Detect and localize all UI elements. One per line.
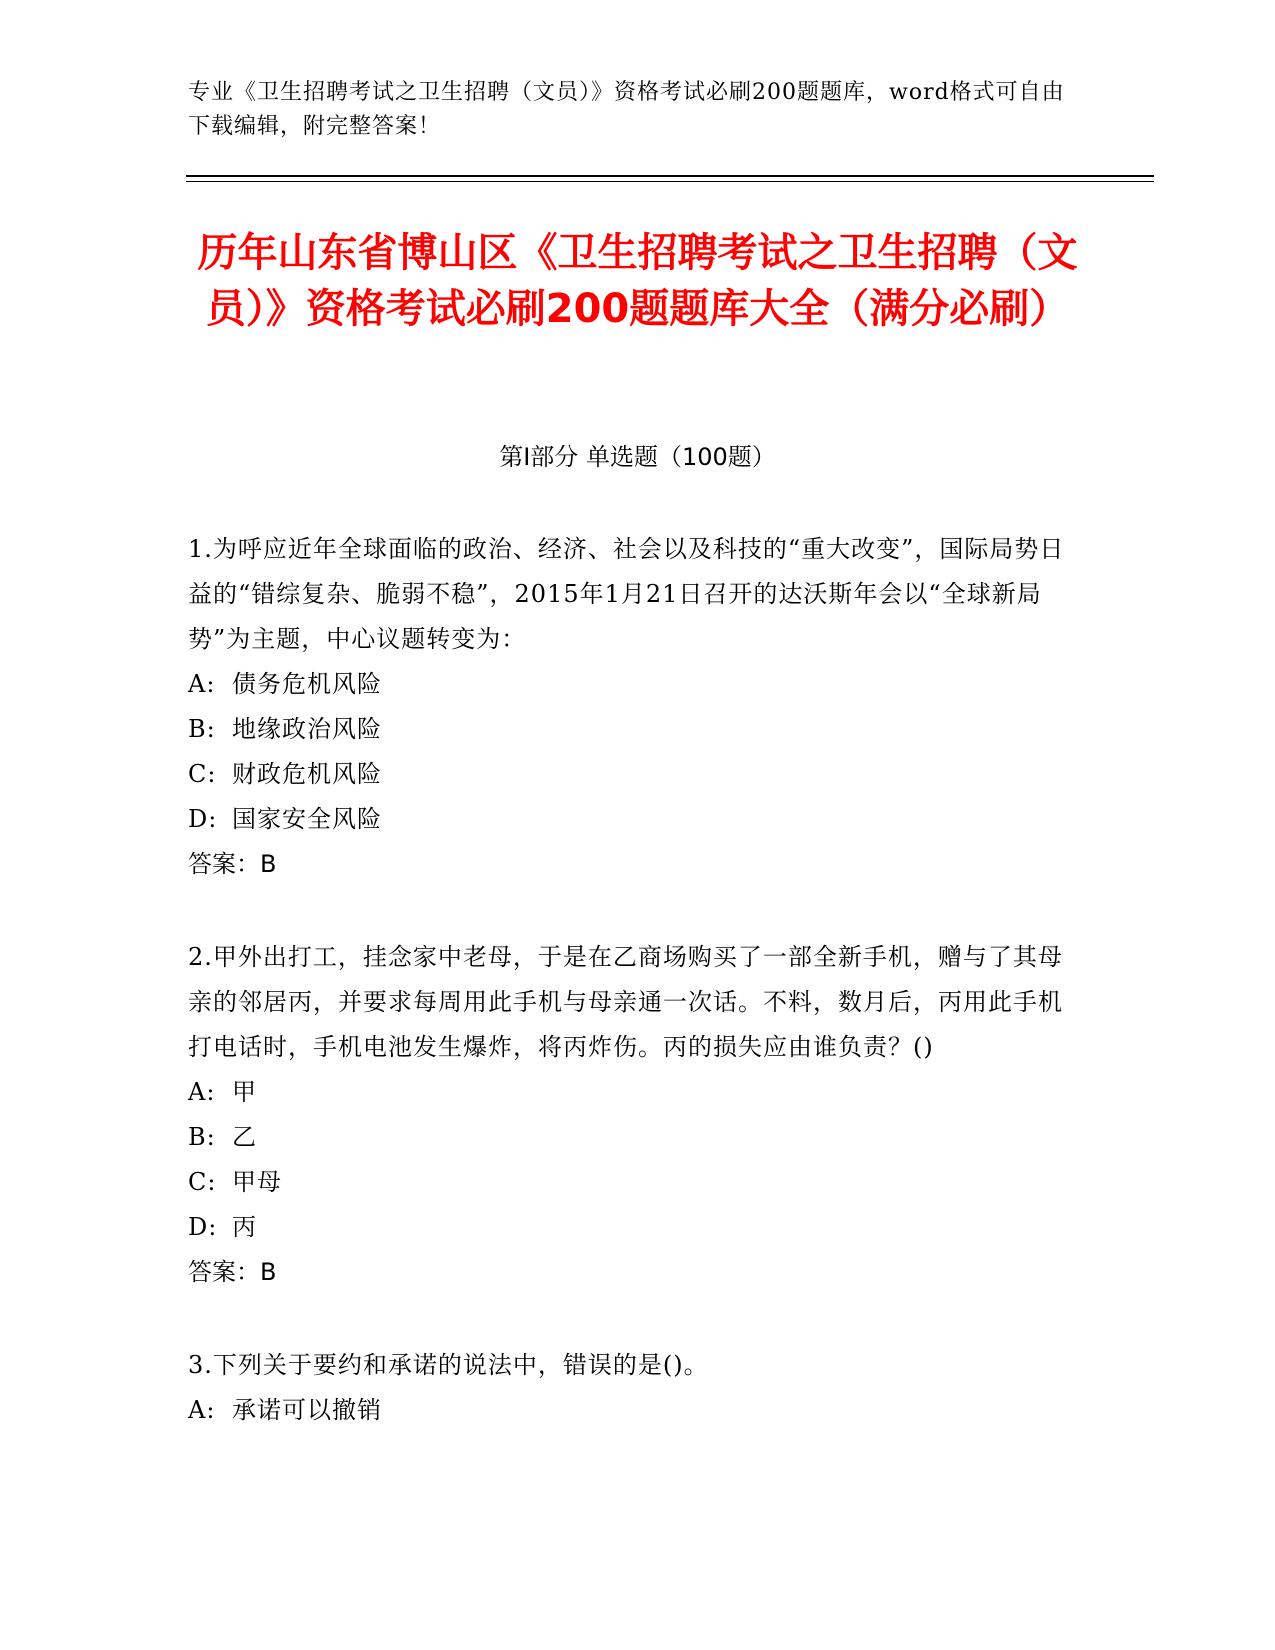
option-a — [188, 662, 1078, 707]
option-text: 财政危机风险 — [232, 760, 382, 788]
option-text: 甲母 — [232, 1168, 282, 1196]
option-c — [188, 752, 1078, 797]
question-3 — [188, 1343, 1078, 1433]
question-list — [188, 527, 1078, 1481]
option-text: 乙 — [232, 1123, 257, 1151]
option-b — [188, 707, 1078, 752]
answer: 答案：B — [188, 850, 277, 878]
option-letter: C: — [188, 760, 217, 788]
option-letter: D: — [188, 805, 218, 833]
answer: 答案：B — [188, 1258, 277, 1286]
question-stem: 3.下列关于要约和承诺的说法中，错误的是()。 — [188, 1351, 709, 1379]
option-a — [188, 1070, 1078, 1115]
option-text: 债务危机风险 — [232, 670, 382, 698]
option-letter: C: — [188, 1168, 217, 1196]
option-letter: B: — [188, 715, 216, 743]
question-1 — [188, 527, 1078, 887]
option-b — [188, 1115, 1078, 1160]
question-stem: 1.为呼应近年全球面临的政治、经济、社会以及科技的“重大改变”，国际局势日益的“错综复杂、脆弱不稳”，2015年1月21日召开的达沃斯年会以“全球新局势”为主题，中心议题转变为： — [188, 535, 1065, 653]
option-letter: A: — [188, 1078, 216, 1106]
question-2 — [188, 935, 1078, 1295]
option-text: 甲 — [232, 1078, 257, 1106]
section-title: 第Ⅰ部分 单选题（100题） — [499, 443, 776, 471]
option-text: 承诺可以撤销 — [232, 1396, 382, 1424]
option-letter: B: — [188, 1123, 216, 1151]
option-letter: A: — [188, 1396, 216, 1424]
option-text: 国家安全风险 — [232, 805, 382, 833]
option-d — [188, 1205, 1078, 1250]
option-a — [188, 1388, 1078, 1433]
option-text: 丙 — [232, 1213, 257, 1241]
document-title: 历年山东省博山区《卫生招聘考试之卫生招聘（文员）》资格考试必刷200题题库大全（满分必刷） — [197, 230, 1078, 332]
option-d — [188, 797, 1078, 842]
option-c — [188, 1160, 1078, 1205]
header-divider-thin — [186, 181, 1154, 182]
question-stem: 2.甲外出打工，挂念家中老母，于是在乙商场购买了一部全新手机，赠与了其母亲的邻居丙，并要求每周用此手机与母亲通一次话。不料，数月后，丙用此手机打电话时，手机电池发生爆炸，将丙炸伤。丙的损失应由谁负责？() — [188, 943, 1063, 1061]
header-divider-thick — [186, 175, 1154, 177]
option-text: 地缘政治风险 — [232, 715, 382, 743]
option-letter: A: — [188, 670, 216, 698]
option-letter: D: — [188, 1213, 218, 1241]
header-note: 专业《卫生招聘考试之卫生招聘（文员）》资格考试必刷200题题库，word格式可自由下载编辑，附完整答案！ — [188, 80, 1065, 139]
